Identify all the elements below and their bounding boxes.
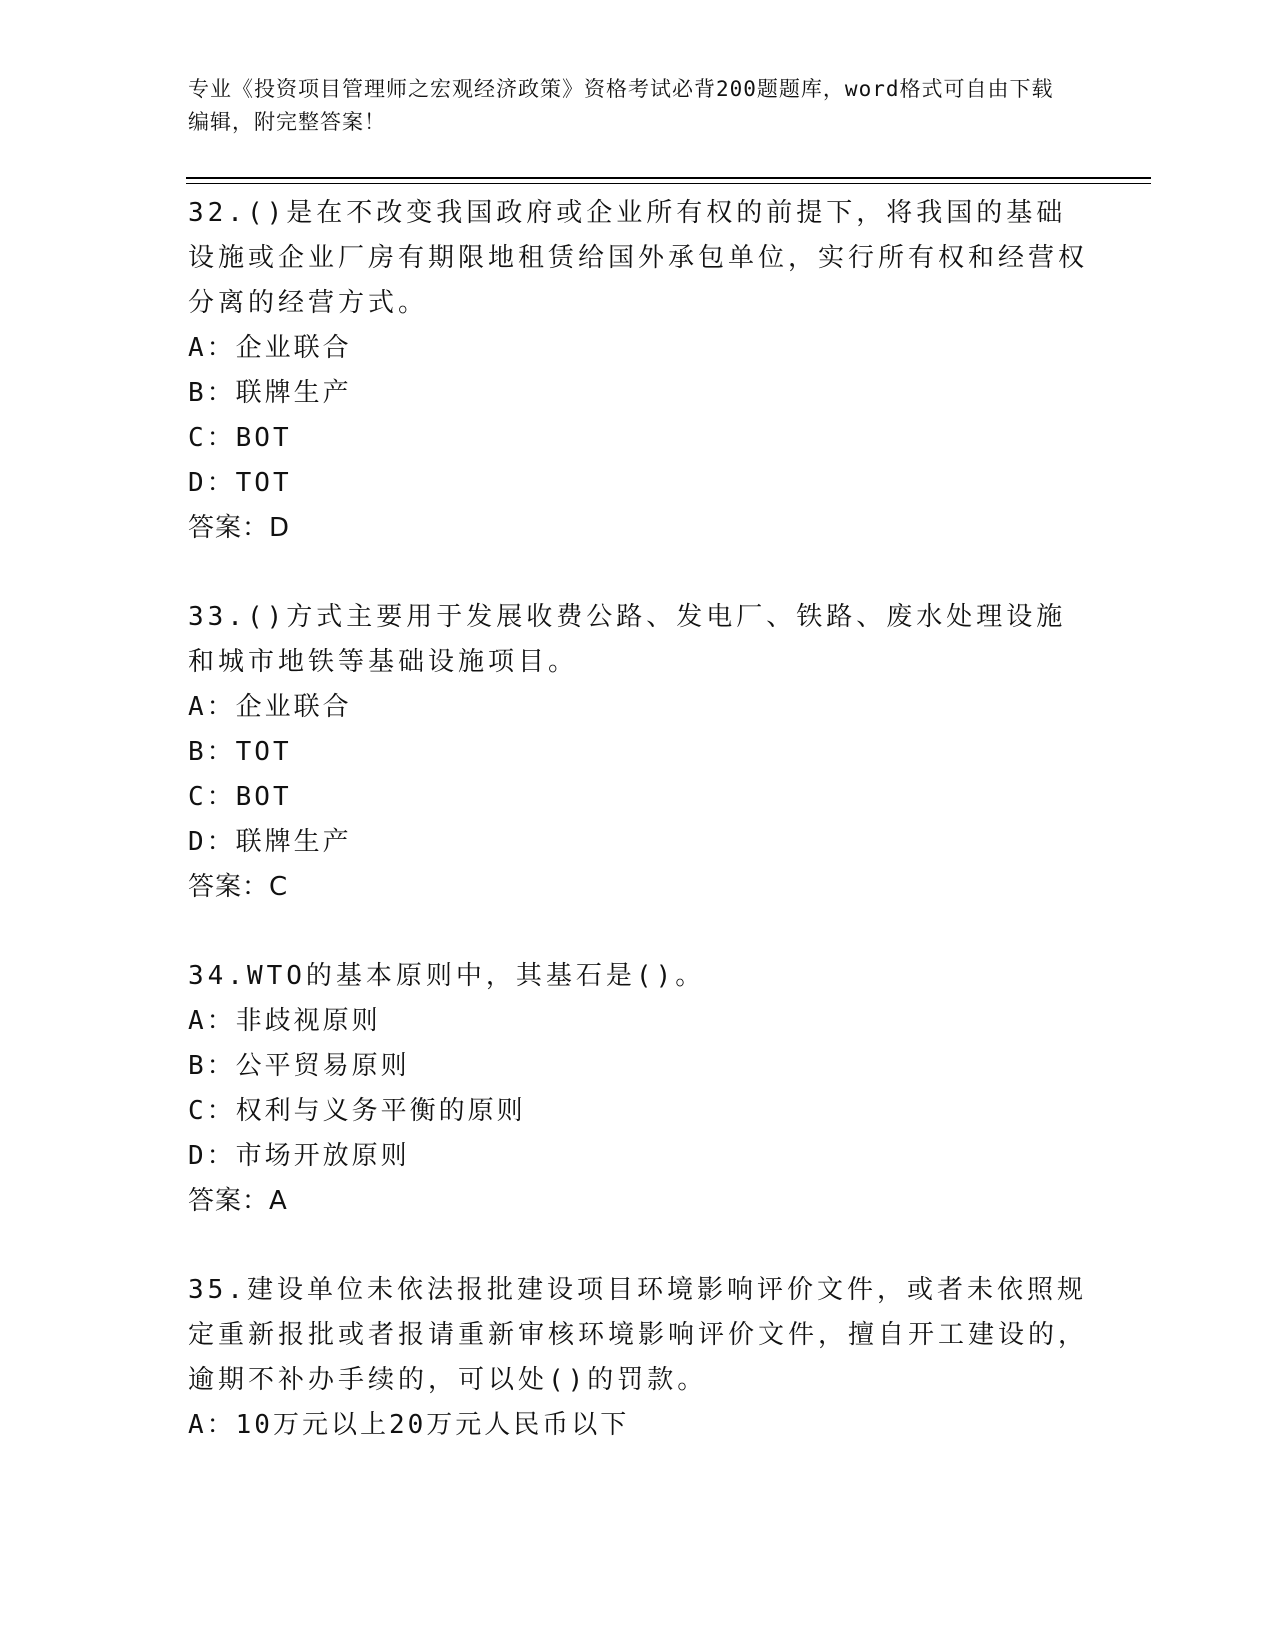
question-34 <box>188 954 1088 1224</box>
option-c: C：权利与义务平衡的原则 <box>188 1096 526 1126</box>
option-b: B：联牌生产 <box>188 378 352 408</box>
option-b: B：公平贸易原则 <box>188 1051 410 1081</box>
question-35 <box>188 1268 1088 1448</box>
option-d: D：市场开放原则 <box>188 1141 410 1171</box>
answer: 答案：D <box>188 513 291 543</box>
option-c: C：BOT <box>188 782 292 812</box>
question-stem: 35.建设单位未依法报批建设项目环境影响评价文件，或者未依照规定重新报批或者报请重新审核环境影响评价文件，擅自开工建设的，逾期不补办手续的，可以处()的罚款。 <box>188 1275 1089 1395</box>
option-a: A：企业联合 <box>188 333 352 363</box>
option-a: A：非歧视原则 <box>188 1006 381 1036</box>
document-header: 专业《投资项目管理师之宏观经济政策》资格考试必背200题题库，word格式可自由下载编辑，附完整答案！ <box>188 77 1054 134</box>
option-d: D：TOT <box>188 468 292 498</box>
answer: 答案：A <box>188 1186 288 1216</box>
question-32 <box>188 191 1088 551</box>
option-a: A：企业联合 <box>188 692 352 722</box>
question-stem: 33.()方式主要用于发展收费公路、发电厂、铁路、废水处理设施和城市地铁等基础设施项目。 <box>188 602 1067 677</box>
question-stem: 34.WTO的基本原则中，其基石是()。 <box>188 961 706 991</box>
option-b: B：TOT <box>188 737 292 767</box>
header-divider <box>186 177 1151 179</box>
option-c: C：BOT <box>188 423 292 453</box>
option-d: D：联牌生产 <box>188 827 352 857</box>
answer: 答案：C <box>188 872 289 902</box>
option-a: A：10万元以上20万元人民币以下 <box>188 1410 630 1440</box>
question-stem: 32.()是在不改变我国政府或企业所有权的前提下，将我国的基础设施或企业厂房有期限地租赁给国外承包单位，实行所有权和经营权分离的经营方式。 <box>188 198 1089 318</box>
question-33 <box>188 595 1088 910</box>
header-divider-thin <box>186 183 1151 184</box>
question-list <box>188 191 1088 1492</box>
